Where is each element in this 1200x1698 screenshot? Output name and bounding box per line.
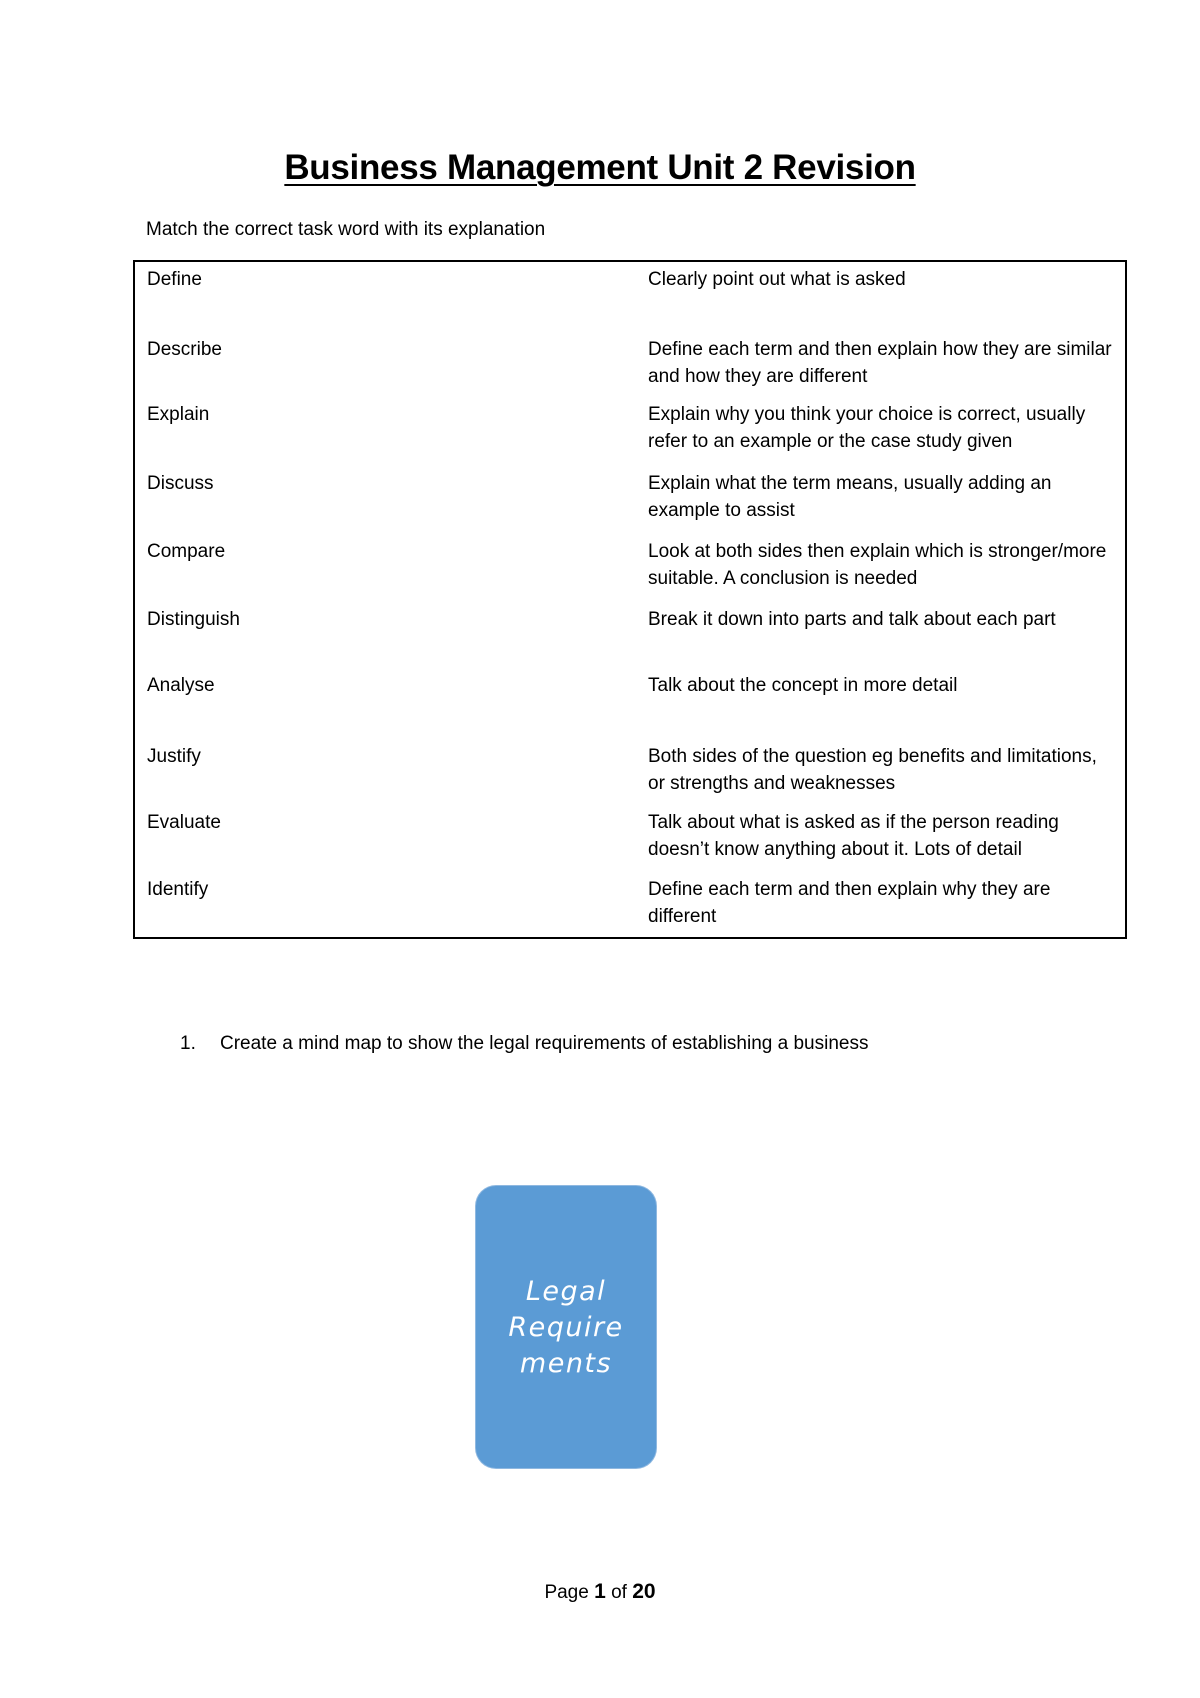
- task-explanation: Both sides of the question eg benefits and limitations, or strengths and weaknesses: [648, 746, 1097, 794]
- question-text: Create a mind map to show the legal requirements of establishing a business: [220, 1033, 869, 1054]
- task-word-table: [133, 260, 1127, 939]
- task-word: Describe: [147, 339, 222, 360]
- task-explanation: Define each term and then explain why they are different: [648, 879, 1051, 927]
- mind-map-center-node: [476, 1186, 656, 1468]
- question-number: 1.: [180, 1033, 196, 1054]
- page-footer: [0, 1580, 1200, 1604]
- task-explanation: Talk about the concept in more detail: [648, 675, 958, 696]
- task-word: Analyse: [147, 675, 215, 696]
- total-pages-number: 20: [632, 1580, 656, 1603]
- task-explanation: Explain why you think your choice is correct, usually refer to an example or the case study given: [648, 404, 1086, 452]
- task-word: Justify: [147, 746, 201, 767]
- instruction-text: Match the correct task word with its explanation: [146, 219, 546, 240]
- task-explanation: Clearly point out what is asked: [648, 269, 906, 290]
- task-explanation: Explain what the term means, usually adding an example to assist: [648, 473, 1052, 521]
- question-1: [180, 1033, 868, 1055]
- task-explanation: Define each term and then explain how they are similar and how they are different: [648, 339, 1112, 387]
- page-word: Page: [544, 1582, 589, 1603]
- page-title: Business Management Unit 2 Revision: [284, 148, 916, 187]
- task-word: Compare: [147, 541, 226, 562]
- task-word: Distinguish: [147, 609, 240, 630]
- task-word: Evaluate: [147, 812, 221, 833]
- task-word: Explain: [147, 404, 210, 425]
- of-word: of: [611, 1582, 627, 1603]
- task-word: Define: [147, 269, 202, 290]
- mind-map-center-label: Legal Require ments: [508, 1276, 624, 1379]
- task-explanation: Talk about what is asked as if the person reading doesn’t know anything about it. Lots of detail: [648, 812, 1059, 860]
- current-page-number: 1: [594, 1580, 606, 1603]
- task-explanation: Break it down into parts and talk about each part: [648, 609, 1056, 630]
- task-word: Identify: [147, 879, 209, 900]
- task-explanation: Look at both sides then explain which is stronger/more suitable. A conclusion is needed: [648, 541, 1107, 589]
- task-word: Discuss: [147, 473, 214, 494]
